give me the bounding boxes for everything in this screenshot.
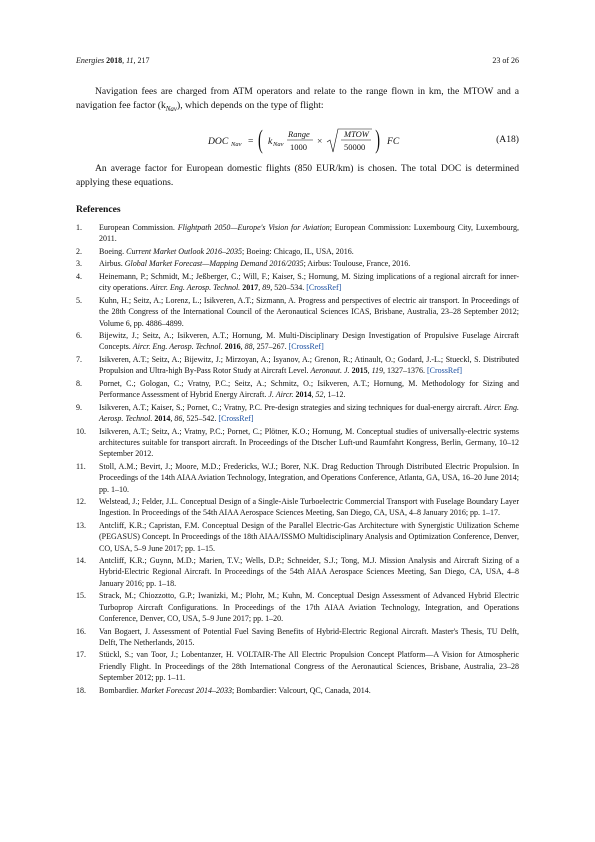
svg-text:): ) xyxy=(375,124,380,155)
eq-k: k xyxy=(268,136,273,147)
reference-item: 6. Bijewitz, J.; Seitz, A.; Isikveren, A.T.; Hornung, M. Multi-Disciplinary Design Investigation of Propulsive Fuselage Aircraft Concepts. Aircr. Eng. Aerosp. Technol. 2016, 88, 257–267. [CrossRef] xyxy=(76,331,519,352)
crossref-link[interactable]: [CrossRef] xyxy=(288,342,324,352)
reference-number: 6. xyxy=(76,331,82,341)
reference-source: Global Market Forecast—Mapping Demand 2016/2035 xyxy=(124,259,304,269)
crossref-link[interactable]: [CrossRef] xyxy=(306,283,342,293)
eq-mtow: MTOW xyxy=(344,129,369,139)
reference-item: 4. Heinemann, P.; Schmidt, M.; Jeßberger, C.; Will, F.; Kaiser, S.; Hornung, M. Sizing implications of a regional aircraft for inner-city operations. Aircr. Eng. Aerosp. Technol. 2017, 89, 520–534. [CrossRef] xyxy=(76,272,519,293)
eq-mtow-den: 50000 xyxy=(344,142,366,152)
equation-formula xyxy=(76,124,519,158)
reference-text: Bijewitz, J.; Seitz, A.; Isikveren, A.T.; Hornung, M. Multi-Disciplinary Design Investigation of Propulsive Fuselage Aircraft Concepts. xyxy=(99,331,519,352)
paragraph-average-factor: An average factor for European domestic flights (850 EUR/km) is chosen. The total DOC is determined applying these equations. xyxy=(76,163,519,188)
reference-text: Pornet, C.; Gologan, C.; Vratny, P.C.; Seitz, A.; Schmitz, O.; Isikveren, A.T.; Hornung, M. Methodology for Sizing and Performance Assessment of Hybrid Energy Aircraft. xyxy=(99,378,519,400)
reference-number: 2. xyxy=(76,246,82,256)
reference-item xyxy=(76,649,519,683)
reference-tail: , 1–12. xyxy=(323,390,346,400)
reference-source: Aircr. Eng. Aerosp. Technol. xyxy=(150,283,241,293)
reference-volume: 52 xyxy=(315,390,324,400)
reference-tail: ; Airbus: Toulouse, France, 2016. xyxy=(303,259,411,269)
reference-text: Van Bogaert, J. Assessment of Potential Fuel Saving Benefits of Hybrid-Electric Regional Aircraft. Master's Thesis, TU Delft, Delft, The Netherlands, 2015. xyxy=(99,626,519,647)
reference-tail: ; Bombardier: Valcourt, QC, Canada, 2014. xyxy=(232,685,371,695)
reference-item xyxy=(76,426,519,460)
reference-volume: 89 xyxy=(262,283,271,293)
reference-item xyxy=(76,258,519,269)
reference-volume: 88 xyxy=(244,342,253,352)
reference-text: Antcliff, K.R.; Guynn, M.D.; Marien, T.V.; Wells, D.P.; Schneider, S.J.; Tong, M.J. Mission Analysis and Aircraft Sizing of a Hybrid-Electric Regional Aircraft. In Proceedings of the 54th AIAA Aerospace Sciences Meeting, San Diego, CA, USA, 4–8 January 2016; pp. 1–18. xyxy=(99,556,519,588)
eq-lhs-sub: Nav xyxy=(231,141,242,148)
reference-number: 1. xyxy=(76,223,82,232)
svg-text:=: = xyxy=(248,136,254,147)
reference-text: Stückl, S.; van Toor, J.; Lobentanzer, H. VOLTAIR-The All Electric Propulsion Concept Platform—A Vision for Atmospheric Friendly Flight. In Proceedings of the 28th International Congress of the Aeronautical Sciences, Brisbane, Australia, 23–28 September 2012; pp. 1–11. xyxy=(99,650,519,683)
crossref-link[interactable]: [CrossRef] xyxy=(426,366,463,376)
reference-text: Heinemann, P.; Schmidt, M.; Jeßberger, C.; Will, F.; Kaiser, S.; Hornung, M. Sizing implications of a regional aircraft for inner-city operations. xyxy=(99,272,519,293)
reference-item xyxy=(76,222,519,245)
reference-source: Aircr. Eng. Aerosp. Technol. xyxy=(132,342,223,352)
reference-source: Flightpath 2050—Europe's Vision for Aviation xyxy=(177,223,330,232)
equation-label: (A18) xyxy=(496,134,519,145)
reference-text: Isikveren, A.T.; Kaiser, S.; Pornet, C.; Vratny, P.C. Pre-design strategies and sizing techniques for dual-energy aircraft. xyxy=(99,402,485,412)
article-number: 217 xyxy=(137,56,150,65)
reference-number: 15. xyxy=(76,591,86,601)
reference-year: 2015 xyxy=(351,366,368,376)
reference-number: 13. xyxy=(76,520,86,530)
reference-item xyxy=(76,496,519,519)
reference-number: 12. xyxy=(76,497,86,507)
eq-fc: FC xyxy=(387,136,400,147)
reference-text: Strack, M.; Chiozzotto, G.P.; Iwanizki, M.; Plohr, M.; Kuhn, M. Conceptual Design Assessment of Advanced Hybrid Electric Turboprop Aircraft Configurations. In Proceedings of the 17th AIAA Aviation Technology, Integration, and Operations Conference, Denver, CO, USA, 5–9 June 2017; pp. 1–20. xyxy=(99,591,519,623)
reference-source: Market Forecast 2014–2033 xyxy=(140,685,233,695)
reference-number: 10. xyxy=(76,426,86,436)
reference-text: Kuhn, H.; Seitz, A.; Lorenz, L.; Isikveren, A.T.; Sizmann, A. Progress and perspectives of electric air transport. In Proceedings of the 28th Congress of the International Council of the Aeronautical Sciences ICAS, Brisbane, Australia, 23–28 September 2012; Volume 6, pp. 4886–4899. xyxy=(99,295,519,328)
reference-text: Bombardier. xyxy=(99,685,141,695)
reference-tail: , 520–534. xyxy=(270,283,307,293)
reference-number: 9. xyxy=(76,402,82,412)
reference-number: 8. xyxy=(76,378,82,388)
reference-number: 18. xyxy=(76,685,86,695)
paragraph-navigation-fees: Navigation fees are charged from ATM operators and relate to the range flown in km, the MTOW and a navigation fee factor $(k_{Nav})$, which depends on the type of flight: xyxy=(76,86,519,113)
reference-number: 14. xyxy=(76,556,86,566)
reference-item xyxy=(76,555,519,589)
reference-item xyxy=(76,461,519,495)
references-list xyxy=(76,222,519,697)
reference-text: Stoll, A.M.; Bevirt, J.; Moore, M.D.; Fredericks, W.J.; Borer, N.K. Drag Reduction Through Distributed Electric Propulsion. In Proceedings of the 14th AIAA Aviation Technology, Integration, and Operations Conference, Atlanta, GA, USA, 16–20 June 2014; pp. 1–10. xyxy=(99,461,519,494)
svg-text:×: × xyxy=(317,136,323,147)
reference-volume: 119 xyxy=(371,366,383,376)
reference-text: Isikveren, A.T.; Seitz, A.; Vratny, P.C.; Pornet, C.; Plötner, K.O.; Hornung, M. Conceptual studies of universally-electric systems architectures suitable for transport aircraft. In Proceedings of the Dtscher Luft-und Raumfahrt Kongress, Berlin, Germany, 10–12 September 2012. xyxy=(99,426,519,459)
reference-volume: 86 xyxy=(174,414,183,424)
journal-name: Energies xyxy=(76,56,105,65)
journal-year: 2018 xyxy=(106,56,123,65)
reference-tail: , 525–542. xyxy=(182,414,219,424)
reference-text: European Commission. xyxy=(99,223,178,232)
reference-year: 2016 xyxy=(224,342,241,352)
running-header-citation: Energies 2018, 11, 217 xyxy=(76,56,150,65)
reference-number: 3. xyxy=(76,259,82,269)
journal-volume: 11 xyxy=(126,56,134,65)
reference-number: 11. xyxy=(76,461,86,471)
reference-source: Aircr. Eng. Aerosp. Technol. xyxy=(99,402,519,424)
eq-lhs: DOC xyxy=(208,136,229,147)
reference-item xyxy=(76,295,519,329)
reference-source: J. Aircr. xyxy=(268,390,294,400)
reference-number: 16. xyxy=(76,626,86,636)
reference-tail: , 1327–1376. xyxy=(382,366,427,376)
eq-range-den: 1000 xyxy=(290,142,307,152)
reference-number: 5. xyxy=(76,295,82,305)
reference-item xyxy=(76,590,519,624)
reference-year: 2017 xyxy=(242,283,259,293)
references-heading: References xyxy=(76,204,121,215)
reference-text: Welstead, J.; Felder, J.L. Conceptual Design of a Single-Aisle Turboelectric Commercial Transport with Fuselage Boundary Layer Ingestion. In Proceedings of the 54th AIAA Aerospace Sciences Meeting, San Diego, CA, USA, 4–8 January 2016; pp. 1–17. xyxy=(99,497,519,518)
reference-text: Boeing. xyxy=(99,246,127,256)
reference-year: 2014 xyxy=(154,414,171,424)
reference-number: 17. xyxy=(76,650,86,660)
reference-tail: ; European Commission: Luxembourg City, Luxembourg, 2011. xyxy=(99,223,519,244)
reference-number: 7. xyxy=(76,355,82,365)
equation-a18 xyxy=(76,124,519,158)
reference-item: 7. Isikveren, A.T.; Seitz, A.; Bijewitz, J.; Mirzoyan, A.; Isyanov, A.; Grenon, R.; Atinault, O.; Godard, J.-L.; Stueckl, S. Distributed Propulsion and Ultra-high By-Pass Rotor Study at Aircraft Level. Aeronaut. J. 2015, 119, 1327–1376. [CrossRef] xyxy=(76,355,519,376)
crossref-link[interactable]: [CrossRef] xyxy=(218,414,254,424)
reference-text: Airbus. xyxy=(99,259,125,269)
reference-number: 4. xyxy=(76,272,82,282)
reference-tail: , 257–267. xyxy=(252,342,289,352)
reference-item xyxy=(76,246,519,257)
eq-range: Range xyxy=(288,129,310,139)
svg-text:(: ( xyxy=(258,124,263,155)
reference-year: 2014 xyxy=(295,390,312,400)
reference-tail: ; Boeing: Chicago, IL, USA, 2016. xyxy=(242,246,354,256)
reference-item xyxy=(76,626,519,649)
reference-source: Current Market Outlook 2016–2035 xyxy=(126,246,243,256)
reference-item xyxy=(76,685,519,696)
reference-item: 9. Isikveren, A.T.; Kaiser, S.; Pornet, C.; Vratny, P.C. Pre-design strategies and sizing techniques for dual-energy aircraft. Aircr. Eng. Aerosp. Technol. 2014, 86, 525–542. [CrossRef] xyxy=(76,402,519,424)
reference-item xyxy=(76,520,519,554)
reference-item: 8. Pornet, C.; Gologan, C.; Vratny, P.C.; Seitz, A.; Schmitz, O.; Isikveren, A.T.; Hornung, M. Methodology for Sizing and Performance Assessment of Hybrid Energy Aircraft. J. Aircr. 2014, 52, 1–12. xyxy=(76,378,519,400)
reference-text: Antcliff, K.R.; Capristan, F.M. Conceptual Design of the Parallel Electric-Gas Architecture with Synergistic Utilization Scheme (PEGASUS) Concept. In Proceedings of the 18th AIAA/ISSMO Multidisciplinary Analysis and Optimization Conference, Denver, CO, USA, 5–9 June 2017; pp. 1–15. xyxy=(99,520,519,553)
reference-source: Aeronaut. J. xyxy=(310,366,350,376)
eq-k-sub: Nav xyxy=(273,141,284,148)
reference-text: Isikveren, A.T.; Seitz, A.; Bijewitz, J.; Mirzoyan, A.; Isyanov, A.; Grenon, R.; Atinault, O.; Godard, J.-L.; Stueckl, S. Distributed Propulsion and Ultra-high By-Pass Rotor Study at Aircraft Level. xyxy=(99,355,519,376)
page-number: 23 of 26 xyxy=(492,56,519,65)
